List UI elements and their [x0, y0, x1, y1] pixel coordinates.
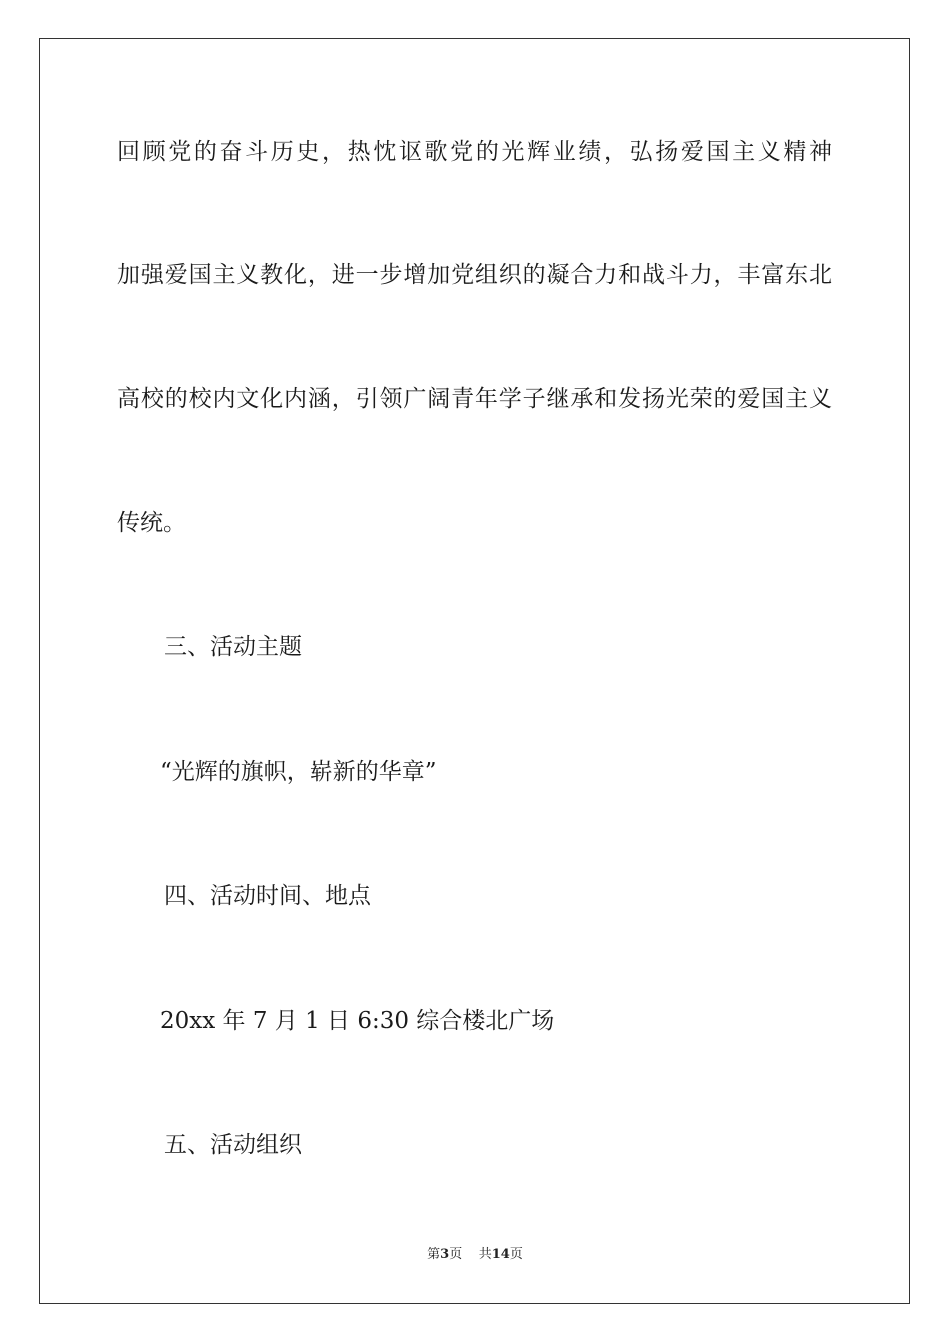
footer-page-suffix: 页 — [449, 1247, 463, 1262]
footer-total-suffix: 页 — [509, 1247, 523, 1262]
section-5-heading: 五、活动组织 — [164, 1132, 302, 1158]
paragraph-line-1: 回顾党的奋斗历史，热忱讴歌党的光辉业绩，弘扬爱国主义精神 — [117, 139, 832, 165]
section-4-heading: 四、活动时间、地点 — [164, 883, 371, 909]
paragraph-line-2: 加强爱国主义教化，进一步增加党组织的凝合力和战斗力，丰富东北 — [117, 262, 832, 288]
footer-total-prefix: 共 — [478, 1247, 492, 1262]
footer-page-prefix: 第 — [427, 1247, 441, 1262]
page-border — [39, 38, 910, 1304]
section-3-content: “光辉的旗帜，崭新的华章” — [160, 759, 437, 785]
paragraph-line-3: 高校的校内文化内涵，引领广阔青年学子继承和发扬光荣的爱国主义 — [117, 386, 832, 412]
footer-page-current: 3 — [440, 1247, 450, 1262]
footer-page-total: 14 — [491, 1247, 510, 1262]
section-4-content: 20xx 年 7 月 1 日 6:30 综合楼北广场 — [160, 1008, 555, 1034]
section-3-heading: 三、活动主题 — [164, 634, 302, 660]
paragraph-line-4: 传统。 — [117, 510, 186, 536]
page-footer — [0, 1246, 950, 1264]
